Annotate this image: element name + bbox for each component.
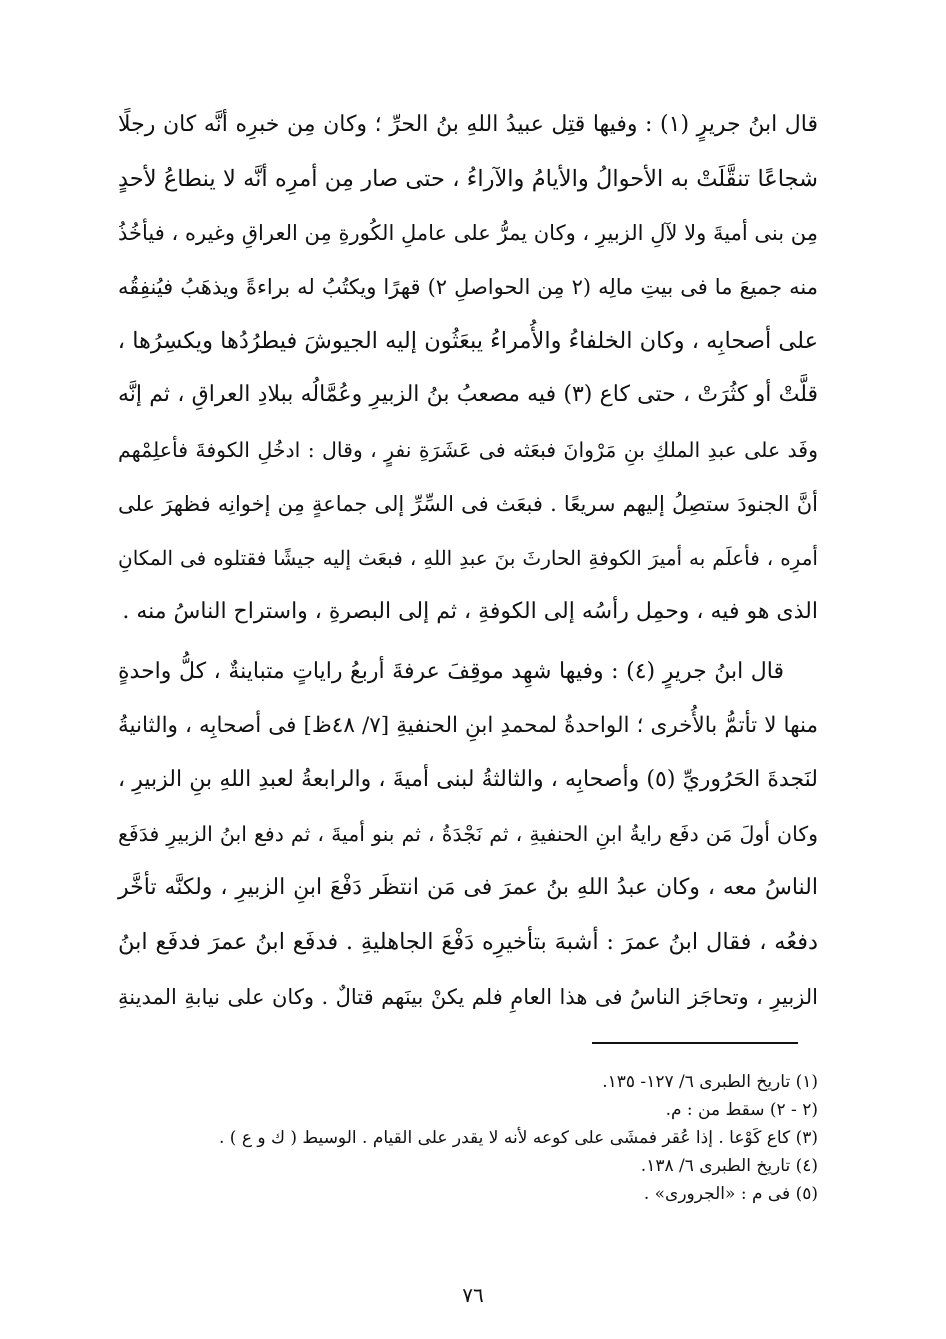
text-line: الزبيرِ ، وتحاجَز الناسُ فى هذا العامِ فلم يكنْ بينَهم قتالٌ . وكان على نيابةِ المدينةِ — [118, 984, 818, 1009]
text-line: لنَجدةَ الحَرُوريِّ (٥) وأصحابِه ، والثالثةُ لبنى أميةَ ، والرابعةُ لعبدِ اللهِ بنِ الزبيرِ ، — [118, 767, 818, 793]
text-line: قلَّتْ أو كثُرَتْ ، حتى كاع (٣) فيه مصعبُ بنُ الزبيرِ وعُمَّالُه ببلادِ العراقِ ، ثم إنَّه — [118, 382, 818, 408]
text-line: الذى هو فيه ، وحمِل رأسُه إلى الكوفةِ ، ثم إلى البصرةِ ، واستراح الناسُ منه . — [122, 598, 818, 624]
text-line: وفَد على عبدِ الملكِ بنِ مَرْوانَ فبعَثه فى عَشَرَةِ نفرٍ ، وقال : ادخُلِ الكوفةَ فأعلِمْهم — [118, 437, 818, 462]
text-line: قال ابنُ جريرٍ (١) : وفيها قتِل عبيدُ اللهِ بنُ الحرِّ ؛ وكان مِن خبرِه أنَّه كان رجلًا — [118, 112, 819, 137]
footnote-separator — [592, 1042, 798, 1044]
footnotes — [118, 1068, 818, 1208]
text-line: شجاعًا تنقَّلَتْ به الأحوالُ والأيامُ والآراءُ ، حتى صار مِن أمرِه أنَّه لا ينطاعُ لأحدٍ — [118, 166, 818, 193]
footnote: (٢ - ٢) سقط من : م. — [665, 1100, 818, 1120]
text-line: مِن بنى أميةَ ولا لآلِ الزبيرِ ، وكان يمرُّ على عاملِ الكُورةِ مِن العراقِ وغيره ، فيأخُذُ — [118, 221, 818, 246]
text-line: على أصحابِه ، وكان الخلفاءُ والأُمراءُ يبعَثُون إليه الجيوشَ فيطرُدُها ويكسِرُها ، — [117, 328, 818, 355]
paragraph-2 — [118, 645, 818, 1024]
text-line: وكان أولَ مَن دفَع رايةُ ابنِ الحنفيةِ ، ثم نَجْدَةُ ، ثم بنو أميةَ ، ثم دفع ابنُ الزبيرِ فدَفَع — [118, 822, 818, 847]
text-line: قال ابنُ جريرٍ (٤) : وفيها شهِد موقِفَ عرفةَ أربعُ راياتٍ متباينةٌ ، كلُّ واحدةٍ — [118, 658, 784, 684]
footnote: (١) تاريخ الطبرى ٦/ ١٢٧- ١٣٥. — [602, 1072, 818, 1092]
paragraph-1 — [118, 98, 818, 639]
text-line: منها لا تأتمُّ بالأُخرى ؛ الواحدةُ لمحمدِ ابنِ الحنفيةِ [٧/ ٤٨ظ] فى أصحابِه ، والثانيةُ — [118, 713, 819, 739]
text-line: أمرِه ، فأعلَم به أميرَ الكوفةِ الحارثَ بنَ عبدِ اللهِ ، فبعَث إليه جيشًا فقتلوه فى المكانِ — [118, 545, 818, 570]
footnote: (٤) تاريخ الطبرى ٦/ ١٣٨. — [640, 1156, 818, 1176]
text-line: أنَّ الجنودَ ستصِلُ إليهم سريعًا . فبعَث فى السِّرِّ إلى جماعةٍ مِن إخوانِه فظهرَ على — [118, 491, 818, 516]
text-line: منه جميعَ ما فى بيتِ مالِه (٢ مِن الحواصلِ ٢) قهرًا ويكتُبُ له براءةً ويذهَبُ فيُنفِقُه — [118, 275, 818, 300]
page-number: ٧٦ — [462, 1283, 484, 1307]
text-line: الناسُ معه ، وكان عبدُ اللهِ بنُ عمرَ فى مَن انتظَر دَفْعَ ابنِ الزبيرِ ، ولكنَّه تأخَّر — [118, 875, 818, 901]
footnote: (٣) كاع كَوْعا . إذا عُقر فمشَى على كوعه لأنه لا يقدر على القيام . الوسيط ( ك و ع ) . — [218, 1128, 818, 1148]
main-text — [118, 98, 818, 1024]
footnote: (٥) فى م : «الجرورى» . — [643, 1184, 818, 1204]
text-line: دفعُه ، فقال ابنُ عمرَ : أشبهَ بتأخيرِه دَفْعَ الجاهليةِ . فدفَع ابنُ عمرَ فدفَع ابنُ — [118, 929, 818, 956]
